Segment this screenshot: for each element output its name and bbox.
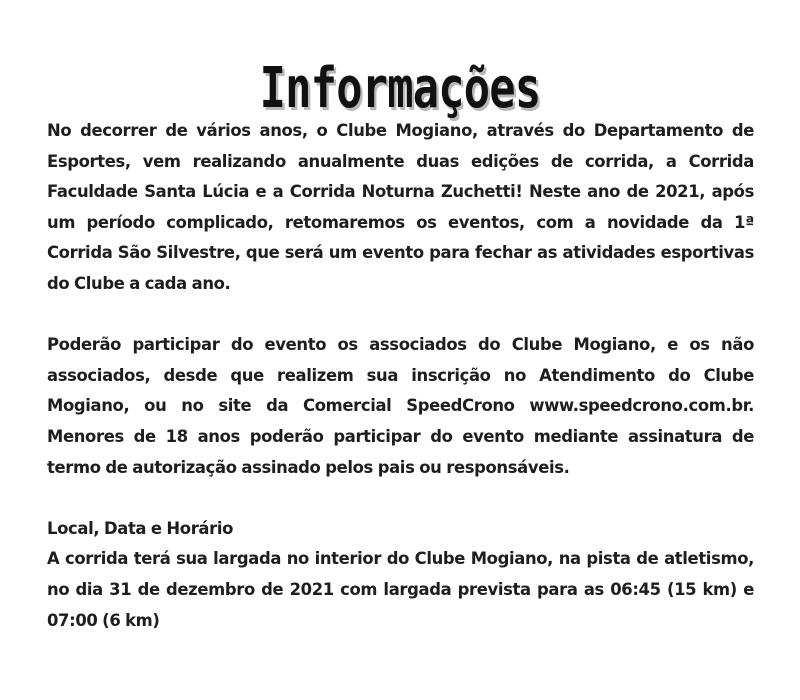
intro-paragraph: No decorrer de vários anos, o Clube Mogiano, através do Departamento de Esportes, vem realizando anualmente duas edições de corrida, a Corrida Faculdade Santa Lúcia e a Corrida Noturna Zuchetti! Neste ano de 2021, após um período complicado, retomaremos os eventos, com a novidade da 1ª Corrida São Silvestre, que será um evento para fechar as atividades esportivas do Clube a cada ano. — [47, 121, 754, 293]
info-content — [47, 116, 754, 636]
location-date-time-heading: Local, Data e Horário — [47, 518, 234, 538]
participation-paragraph: Poderão participar do evento os associados do Clube Mogiano, e os não associados, desde que realizem sua inscrição no Atendimento do Clube Mogiano, ou no site da Comercial SpeedCrono www.speedcrono.com.br. Menores de 18 anos poderão participar do evento mediante assinatura de termo de autorização assinado pelos pais ou responsáveis. — [47, 335, 754, 477]
location-date-time-paragraph: A corrida terá sua largada no interior do Clube Mogiano, na pista de atletismo, no dia 31 de dezembro de 2021 com largada prevista para as 06:45 (15 km) e 07:00 (6 km) — [47, 549, 754, 630]
page-title: Informações — [259, 55, 541, 121]
